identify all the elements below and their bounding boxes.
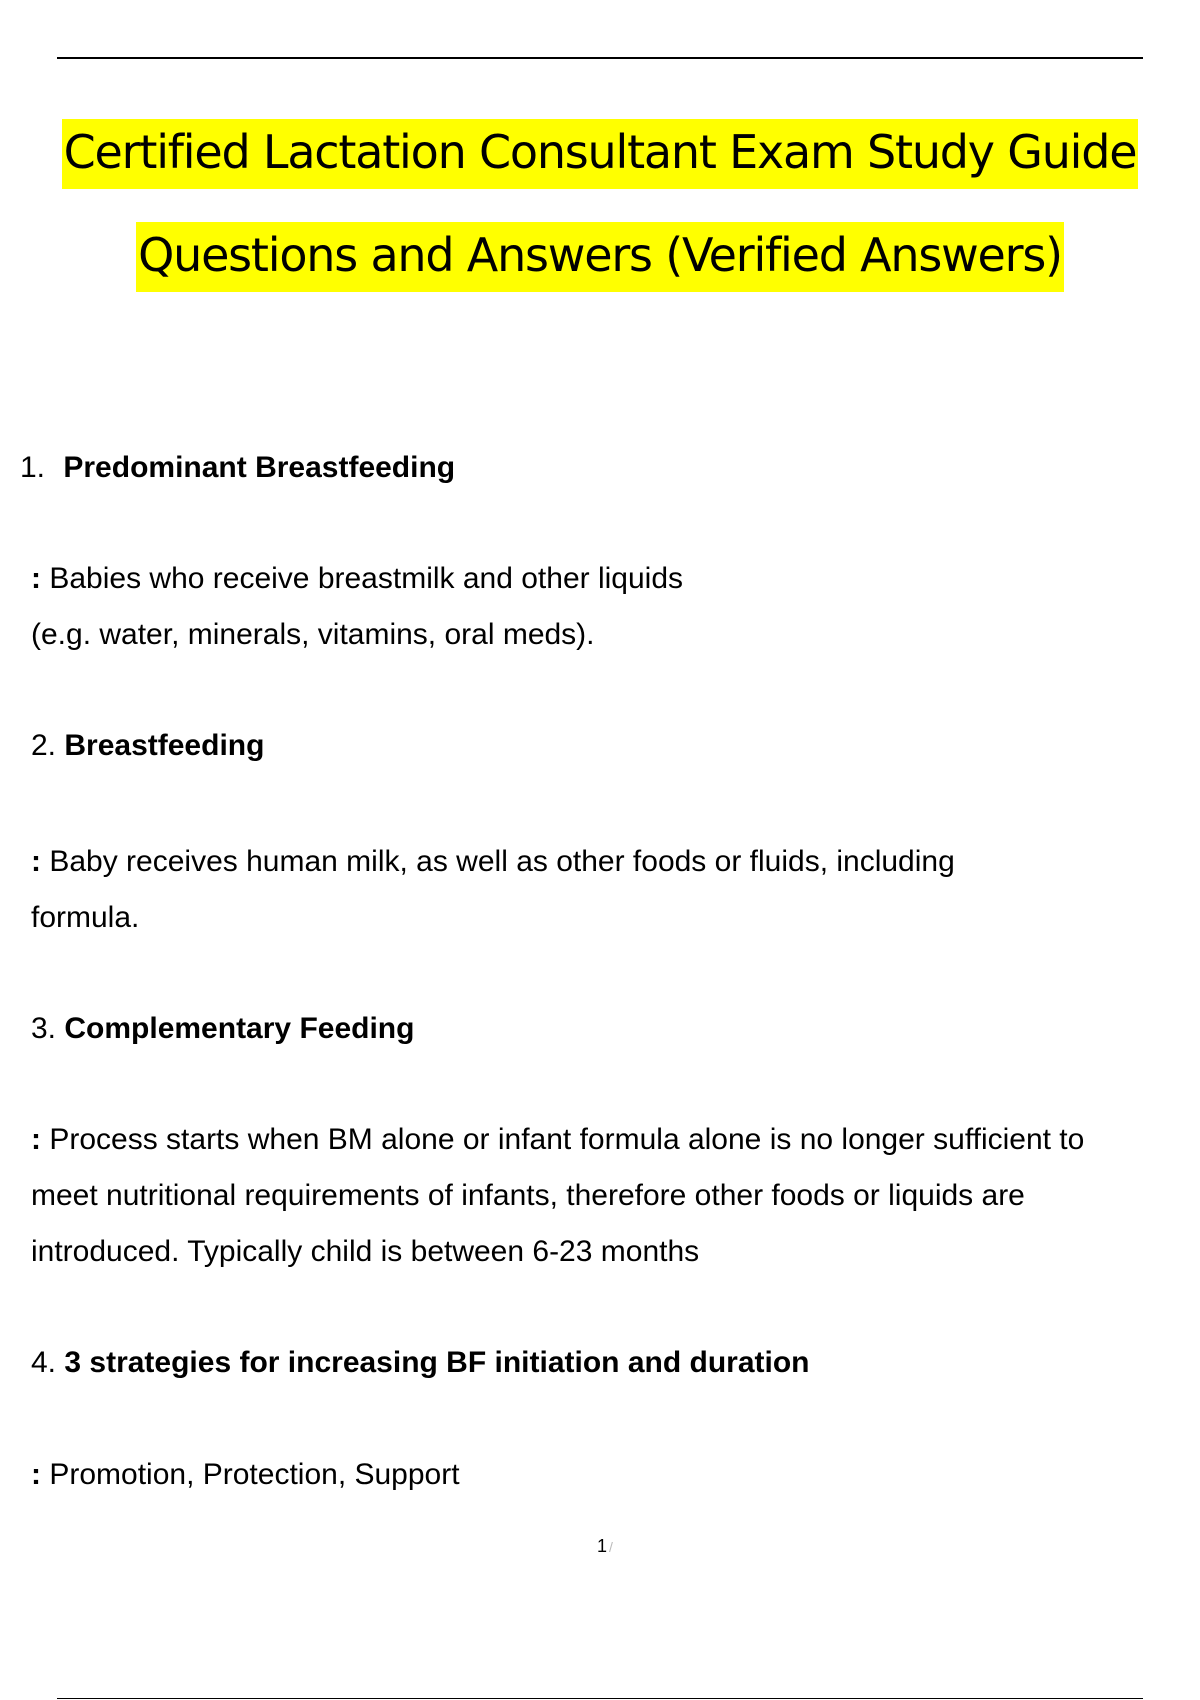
answer-text: Baby receives human milk, as well as other foods or fluids, including [49,845,955,878]
question-term: 3 strategies for increasing BF initiation and duration [64,1346,810,1379]
question-number: 1. [20,451,46,484]
answer-line [31,1112,1171,1168]
answer-line: introduced. Typically child is between 6-23 months [31,1235,700,1268]
top-rule [57,57,1143,59]
question-1 [20,451,455,485]
document-title-line-2 [0,228,1200,282]
answer-colon: : [31,1458,41,1491]
question-4 [31,1346,809,1380]
answer-colon: : [31,562,41,595]
answer-2 [31,834,1171,946]
question-number: 4. [31,1346,57,1379]
title-highlight-1: Certified Lactation Consultant Exam Study Guide [62,119,1139,189]
answer-line: formula. [31,901,140,934]
answer-4 [31,1447,1171,1503]
answer-line: meet nutritional requirements of infants, therefore other foods or liquids are [31,1179,1025,1212]
answer-text: Promotion, Protection, Support [49,1458,460,1491]
question-term: Predominant Breastfeeding [63,451,456,484]
page-number-value: 1 [597,1536,608,1556]
answer-text: Babies who receive breastmilk and other liquids [49,562,684,595]
answer-1 [31,551,1171,663]
answer-colon: : [31,1123,41,1156]
question-2 [31,729,264,763]
answer-line: (e.g. water, minerals, vitamins, oral meds). [31,618,595,651]
answer-3 [31,1112,1171,1280]
bottom-rule [57,1698,1143,1699]
question-term: Complementary Feeding [64,1012,415,1045]
page-number-separator: / [609,1539,613,1555]
question-term: Breastfeeding [64,729,265,762]
answer-line [31,551,1171,607]
title-highlight-2: Questions and Answers (Verified Answers) [136,222,1064,292]
document-title-line-1 [0,125,1200,179]
answer-text: Process starts when BM alone or infant formula alone is no longer sufficient to [49,1123,1085,1156]
question-number: 3. [31,1012,57,1045]
page-number [597,1536,613,1557]
answer-line [31,1447,1171,1503]
answer-colon: : [31,845,41,878]
answer-line [31,834,1171,890]
question-3 [31,1012,414,1046]
question-number: 2. [31,729,57,762]
